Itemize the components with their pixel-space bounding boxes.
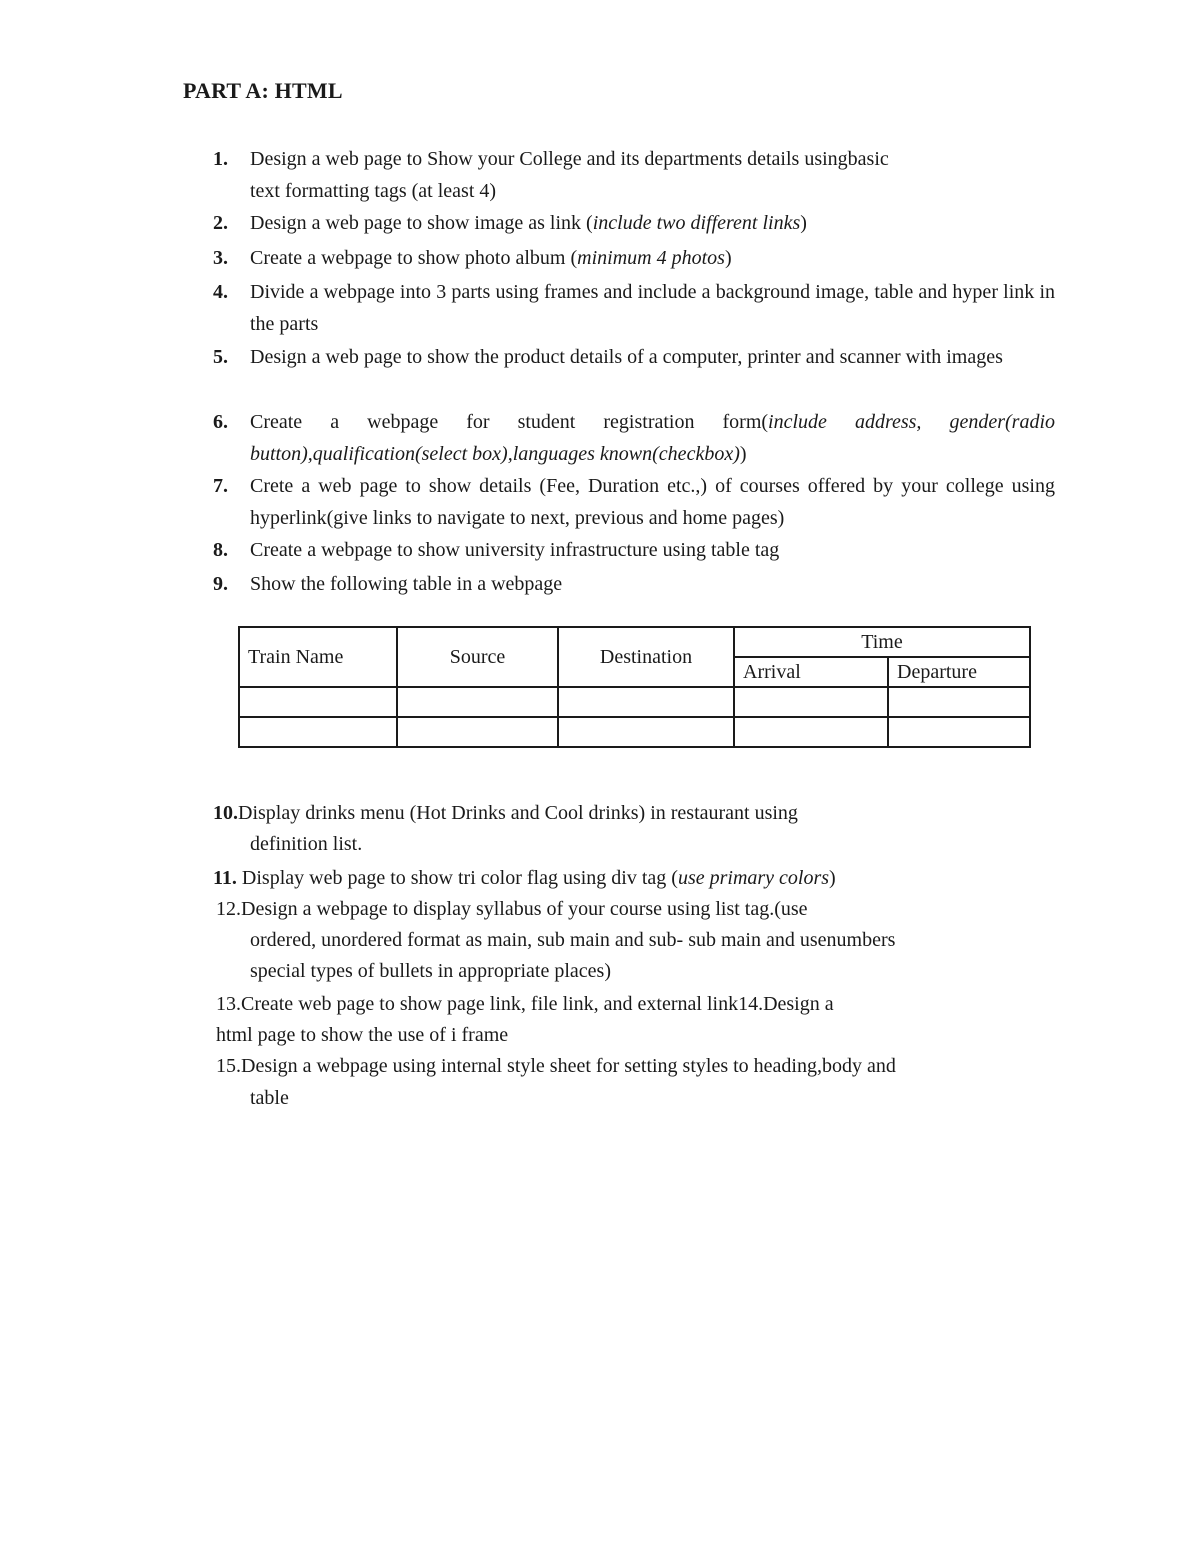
item-tail: ) [739, 442, 747, 465]
table-cell [397, 717, 558, 747]
item-tail: ) [724, 247, 732, 269]
item-continuation: table [250, 1087, 289, 1109]
table-header-train-name: Train Name [239, 627, 397, 687]
list-item-13: 13.Create web page to show page link, file link, and external link14.Design a [216, 993, 834, 1015]
item-text: Display web page to show tri color flag using div tag ( [236, 867, 678, 889]
item-tail: ) [800, 212, 807, 234]
list-item-6 [213, 407, 1055, 470]
table-cell [239, 717, 397, 747]
table-cell [734, 687, 888, 717]
item-italic: include address, gender(radio button),qualification(select box),languages known(checkbox) [250, 411, 1055, 465]
list-item-10 [213, 798, 798, 830]
item-text: Crete a web page to show details (Fee, Duration etc.,) of courses offered by your college using hyperlink(give links to navigate to next, previous and home pages) [250, 475, 1055, 529]
item-text-line: Display drinks menu (Hot Drinks and Cool drinks) in restaurant using [238, 802, 798, 824]
item-text: Show the following table in a webpage [250, 573, 563, 595]
list-item-5 [213, 342, 1055, 374]
item-number: 3. [213, 247, 228, 269]
table-header-departure: Departure [888, 657, 1030, 687]
table-header-time: Time [734, 627, 1030, 657]
list-item-2 [213, 208, 1055, 240]
item-number: 1. [213, 148, 228, 170]
train-table [238, 626, 1031, 748]
item-number: 5. [213, 346, 228, 368]
table-header-arrival: Arrival [734, 657, 888, 687]
item-number: 9. [213, 573, 228, 595]
item-italic: use primary colors [677, 867, 830, 889]
list-item-9 [213, 569, 1055, 601]
table-cell [397, 687, 558, 717]
table-row [239, 717, 1030, 747]
table-header-source: Source [397, 627, 558, 687]
page-heading: PART A: HTML [183, 78, 343, 103]
list-item-15: 15.Design a webpage using internal style sheet for setting styles to heading,body and [216, 1055, 896, 1077]
item-text: Create a webpage to show university infrastructure using table tag [250, 539, 780, 561]
table-row [239, 687, 1030, 717]
item-number: 7. [213, 475, 228, 497]
list-item-4 [213, 277, 1055, 340]
item-italic: include two different links [592, 212, 801, 234]
table-cell [558, 687, 734, 717]
item-continuation: ordered, unordered format as main, sub main and sub- sub main and usenumbers [250, 929, 896, 951]
item-continuation: special types of bullets in appropriate places) [250, 960, 611, 982]
item-text-line: text formatting tags (at least 4) [250, 179, 497, 202]
item-text: Design a web page to show the product details of a computer, printer and scanner with images [250, 346, 1003, 368]
item-number: 6. [213, 411, 228, 433]
item-text: Create a webpage for student registration form( [250, 411, 769, 433]
list-item-1 [213, 144, 1055, 207]
list-item-12: 12.Design a webpage to display syllabus of your course using list tag.(use [216, 898, 808, 920]
item-number: 2. [213, 212, 228, 234]
list-item-8 [213, 535, 1055, 567]
item-text: Design a web page to show image as link ( [250, 212, 593, 234]
item-number: 4. [213, 281, 228, 303]
item-continuation: html page to show the use of i frame [216, 1024, 509, 1046]
list-item-7 [213, 471, 1055, 534]
list-item-11 [213, 863, 836, 895]
item-text: Divide a webpage into 3 parts using frames and include a background image, table and hyper link in the parts [250, 281, 1055, 335]
table-cell [239, 687, 397, 717]
item-italic: minimum 4 photos [577, 247, 725, 269]
table-cell [888, 717, 1030, 747]
table-cell [888, 687, 1030, 717]
table-cell [734, 717, 888, 747]
table-header-destination: Destination [558, 627, 734, 687]
item-number: 11. [213, 867, 237, 889]
item-tail: ) [829, 867, 836, 889]
item-continuation: definition list. [250, 833, 363, 855]
item-text-line: Design a web page to Show your College and its departments details usingbasic [250, 148, 889, 170]
item-number: 10. [213, 802, 238, 824]
item-text: Create a webpage to show photo album ( [250, 247, 578, 269]
list-item-3 [213, 243, 1055, 275]
item-number: 8. [213, 539, 228, 561]
table-cell [558, 717, 734, 747]
